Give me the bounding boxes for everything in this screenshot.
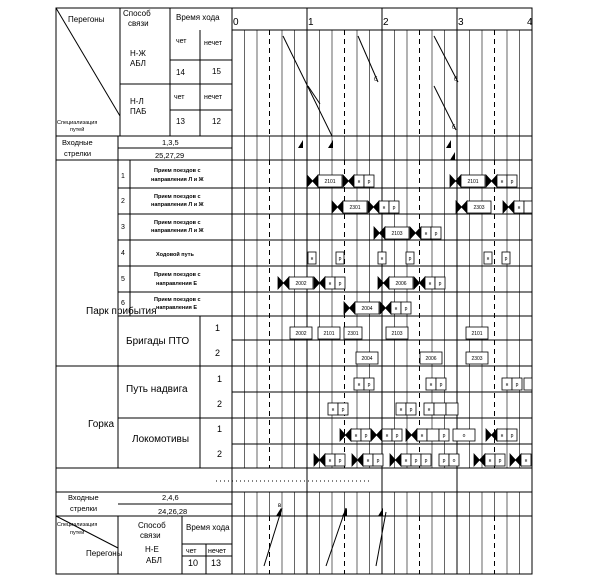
pto-row-2-num: 2 <box>215 348 221 358</box>
op-box-label: н <box>486 256 490 262</box>
op-box-label: н <box>328 458 332 464</box>
schedule-marks <box>264 36 532 566</box>
op-box-label: р <box>442 433 446 439</box>
op-box-label: р <box>510 179 514 185</box>
bottom-comm-label-1: Способ <box>138 521 166 530</box>
op-box-label: н <box>517 205 521 211</box>
section-2-even-label: чет <box>174 94 185 101</box>
section-1-name-2: АБЛ <box>130 59 146 68</box>
track-5-num: 5 <box>121 276 125 283</box>
time-axis <box>233 17 533 28</box>
op-box-label: н <box>428 281 432 287</box>
op-box-label: н <box>420 433 424 439</box>
switch-triangle <box>450 152 455 160</box>
section-1-even-time: 14 <box>176 68 185 77</box>
op-box-label: н <box>427 407 431 413</box>
section-1-even-label: чет <box>176 38 187 45</box>
train-path-line <box>326 508 346 566</box>
time-axis-label: 4 <box>527 17 533 28</box>
push-row-2-num: 2 <box>217 399 223 409</box>
op-box-label: р <box>364 433 368 439</box>
op-box-label: н <box>357 382 361 388</box>
op-box-label: о <box>452 458 456 464</box>
track-1-label-1: Прием поездов с <box>154 168 201 174</box>
header-comm-label-2: связи <box>128 19 149 28</box>
track-2-label-2: направления Л и Ж <box>151 202 204 208</box>
bowtie-mark <box>307 175 318 187</box>
header-spec-label-2: путей <box>70 127 85 133</box>
op-box-label: н <box>500 179 504 185</box>
section-2-odd-time: 12 <box>212 117 221 126</box>
entry-bottom-set-2: 24,26,28 <box>158 507 188 516</box>
bowtie-mark <box>474 454 485 466</box>
grid-frame <box>56 8 532 574</box>
bowtie-mark <box>371 429 382 441</box>
track-6-num: 6 <box>121 300 125 307</box>
time-grid <box>245 8 520 574</box>
op-box-label: н <box>404 458 408 464</box>
train-path-label: б <box>374 77 378 83</box>
track-5-label-2: направления Е <box>156 281 198 287</box>
bottom-even-label: чет <box>186 548 197 555</box>
op-box-label: р <box>424 458 428 464</box>
section-1-name-1: Н-Ж <box>130 49 146 58</box>
op-box-label: н <box>488 458 492 464</box>
loco-row-1-num: 1 <box>217 424 223 434</box>
bowtie-mark <box>374 227 385 239</box>
op-box <box>446 403 458 415</box>
op-box-label: н <box>385 433 389 439</box>
bowtie-mark <box>378 277 389 289</box>
op-box-label: н <box>331 407 335 413</box>
op-box-label: 2101 <box>323 331 335 337</box>
section-1-odd-time: 15 <box>212 67 221 76</box>
op-box-label: р <box>367 179 371 185</box>
op-box-label: р <box>367 382 371 388</box>
op-box <box>524 201 532 213</box>
train-path-line <box>358 36 378 82</box>
bowtie-mark <box>343 175 354 187</box>
bottom-odd-time: 13 <box>211 558 222 568</box>
op-box-label: н <box>394 306 398 312</box>
track-5-label-1: Прием поездов с <box>154 272 201 278</box>
bowtie-mark <box>278 277 289 289</box>
bowtie-mark <box>510 454 521 466</box>
op-box-label: р <box>434 231 438 237</box>
bowtie-mark <box>486 175 497 187</box>
section-2-odd-label: нечет <box>204 94 223 101</box>
entry-bottom-label-2: стрелки <box>70 504 98 513</box>
header-travel-time-label: Время хода <box>176 13 220 22</box>
section-2-name-1: Н-Л <box>130 97 144 106</box>
switch-triangle <box>276 508 281 516</box>
op-box-label: н <box>366 458 370 464</box>
op-box-label: р <box>504 256 508 262</box>
op-box-label: н <box>310 256 314 262</box>
entry-bottom-set-1: 2,4,6 <box>162 493 179 502</box>
entry-top-set-2: 25,27,29 <box>155 151 185 160</box>
op-box-label: н <box>382 205 386 211</box>
op-box-label: р <box>376 458 380 464</box>
bowtie-mark <box>410 227 421 239</box>
time-axis-label: 0 <box>233 17 239 28</box>
op-box-label: р <box>341 407 345 413</box>
bowtie-mark <box>503 201 514 213</box>
train-path-line <box>264 508 282 566</box>
op-box <box>434 403 446 415</box>
op-box-label: н <box>524 458 528 464</box>
bowtie-mark <box>332 201 343 213</box>
op-box-label: н <box>424 231 428 237</box>
bowtie-mark <box>406 429 417 441</box>
switch-triangle <box>378 508 383 516</box>
op-box-label: р <box>338 458 342 464</box>
bottom-comm-label-2: связи <box>140 531 161 540</box>
op-box-label: р <box>395 433 399 439</box>
op-box-label: р <box>442 458 446 464</box>
bowtie-mark <box>486 429 497 441</box>
op-box-label: р <box>414 458 418 464</box>
op-box-label: н <box>399 407 403 413</box>
section-2-even-time: 13 <box>176 117 185 126</box>
op-box-label: р <box>338 281 342 287</box>
push-track-label: Путь надвига <box>126 384 188 395</box>
switch-triangle <box>446 140 451 148</box>
op-box-label: н <box>357 179 361 185</box>
op-box-label: р <box>510 433 514 439</box>
bottom-section-name-1: Н-Е <box>145 545 159 554</box>
op-box <box>524 378 532 390</box>
op-box-label: 2301 <box>347 331 359 337</box>
op-box-label: р <box>404 306 408 312</box>
op-box-label: 2301 <box>349 205 361 211</box>
op-box-label: р <box>498 458 502 464</box>
op-box-label: н <box>380 256 384 262</box>
pto-row-1-num: 1 <box>215 323 221 333</box>
train-path-line <box>434 86 456 130</box>
entry-top-label-2: стрелки <box>64 149 92 158</box>
switch-triangle <box>298 140 303 148</box>
op-box-label: н <box>354 433 358 439</box>
train-path-line <box>308 86 320 104</box>
header-sections-label: Перегоны <box>68 15 105 24</box>
op-box-label: н <box>505 382 509 388</box>
pto-brigades-label: Бригады ПТО <box>126 336 190 347</box>
bottom-travel-time-label: Время хода <box>186 523 230 532</box>
bowtie-mark <box>344 302 355 314</box>
locomotives-label: Локомотивы <box>132 434 190 445</box>
entry-top-label-1: Входные <box>62 138 93 147</box>
op-box-label: н <box>429 382 433 388</box>
time-axis-label: 3 <box>458 17 464 28</box>
track-1-label-2: направления Л и Ж <box>151 177 204 183</box>
bowtie-mark <box>390 454 401 466</box>
track-4-num: 4 <box>121 250 125 257</box>
op-box-label: 2103 <box>391 231 403 237</box>
track-6-label-2: направления Е <box>156 305 198 311</box>
section-2-name-2: ПАБ <box>130 107 147 116</box>
op-box-label: р <box>439 382 443 388</box>
op-box-label: 2002 <box>295 281 307 287</box>
track-2-label-1: Прием поездов с <box>154 194 201 200</box>
hump-label: Горка <box>88 419 115 430</box>
header-spec-label-1: Специализация <box>57 120 98 126</box>
bowtie-mark <box>368 201 379 213</box>
op-box-label: 2004 <box>361 356 373 362</box>
op-box-label: р <box>438 281 442 287</box>
op-box-label: 2303 <box>473 205 485 211</box>
entry-bottom-label-1: Входные <box>68 493 99 502</box>
bottom-spec-label-2: путей <box>70 530 85 536</box>
op-box-label: 2101 <box>324 179 336 185</box>
train-path-label: в <box>278 503 282 509</box>
op-box-label: н <box>328 281 332 287</box>
op-box-label: 2002 <box>295 331 307 337</box>
op-box-label: 2004 <box>361 306 373 312</box>
op-box-label: о <box>462 433 466 439</box>
op-box-label: р <box>409 407 413 413</box>
op-box-label: 2303 <box>471 356 483 362</box>
op-box-label: р <box>408 256 412 262</box>
bottom-spec-label-1: Специализация <box>57 522 98 528</box>
bowtie-mark <box>450 175 461 187</box>
bowtie-mark <box>340 429 351 441</box>
track-4-label-1: Ходовой путь <box>156 252 194 258</box>
bottom-even-time: 10 <box>188 558 199 568</box>
entry-top-set-1: 1,3,5 <box>162 138 179 147</box>
track-3-label-2: направления Л и Ж <box>151 228 204 234</box>
push-row-1-num: 1 <box>217 374 223 384</box>
bowtie-mark <box>352 454 363 466</box>
op-box-label: 2103 <box>391 331 403 337</box>
op-box-label: 2006 <box>395 281 407 287</box>
bottom-sections-label: Перегоны <box>86 549 123 558</box>
track-3-label-1: Прием поездов с <box>154 220 201 226</box>
op-box-label: н <box>500 433 504 439</box>
op-box-label: р <box>392 205 396 211</box>
time-axis-label: 1 <box>308 17 314 28</box>
bottom-section-name-2: АБЛ <box>146 556 162 565</box>
loco-row-2-num: 2 <box>217 449 223 459</box>
train-path-label: б <box>452 125 456 131</box>
header-comm-label-1: Способ <box>123 9 151 18</box>
track-6-label-1: Прием поездов с <box>154 297 201 303</box>
track-3-num: 3 <box>121 224 125 231</box>
arrival-park-label: Парк прибытия <box>86 306 157 317</box>
op-box-label: 2101 <box>467 179 479 185</box>
section-1-odd-label: нечет <box>204 40 223 47</box>
track-2-num: 2 <box>121 198 125 205</box>
op-box <box>427 429 439 441</box>
op-box-label: р <box>338 256 342 262</box>
train-path-line <box>434 36 458 82</box>
bowtie-mark <box>380 302 391 314</box>
train-path-line <box>376 512 386 566</box>
op-box-label: 2101 <box>471 331 483 337</box>
bowtie-mark <box>456 201 467 213</box>
bottom-odd-label: нечет <box>208 548 227 555</box>
op-box-label: р <box>515 382 519 388</box>
train-path-label: б <box>454 77 458 83</box>
op-box-label: 2006 <box>425 356 437 362</box>
track-1-num: 1 <box>121 173 125 180</box>
time-axis-label: 2 <box>383 17 389 28</box>
